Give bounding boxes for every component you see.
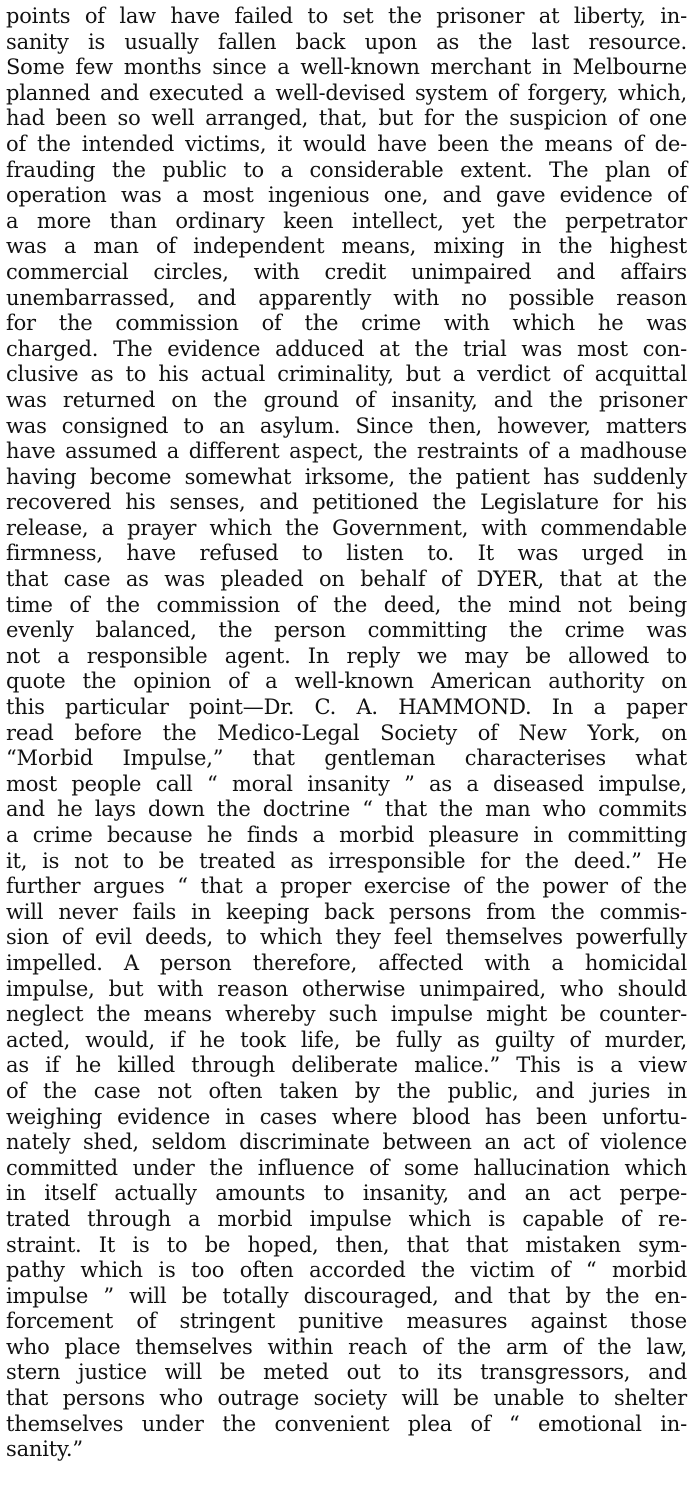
text-line: neglect the means whereby such impulse might be counter-: [6, 1002, 687, 1027]
text-line: Some few months since a well-known merchant in Melbourne: [6, 55, 687, 80]
text-line: impulse, but with reason otherwise unimpaired, who should: [6, 976, 687, 1001]
text-line: commercial circles, with credit unimpaired and affairs: [6, 259, 687, 284]
text-line: this particular point—Dr. C. A. HAMMOND. In a paper: [6, 695, 687, 720]
text-line: sanity.”: [6, 1437, 83, 1462]
text-line: firmness, have refused to listen to. It was urged in: [6, 541, 687, 566]
text-line: who place themselves within reach of the arm of the law,: [6, 1334, 687, 1359]
text-line: sion of evil deeds, to which they feel themselves powerfully: [6, 925, 687, 950]
text-line: was a man of independent means, mixing in the highest: [6, 234, 687, 259]
text-line: recovered his senses, and petitioned the Legislature for his: [6, 490, 687, 515]
text-line: points of law have failed to set the prisoner at liberty, in-: [6, 4, 687, 28]
text-line: evenly balanced, the person committing the crime was: [6, 618, 687, 643]
text-line: “Morbid Impulse,” that gentleman characterises what: [6, 746, 687, 771]
text-line: operation was a most ingenious one, and gave evidence of: [6, 183, 687, 208]
text-line: not a responsible agent. In reply we may be allowed to: [6, 643, 687, 668]
text-line: that persons who outrage society will be unable to shelter: [6, 1386, 687, 1411]
text-line: straint. It is to be hoped, then, that that mistaken sym-: [6, 1232, 687, 1257]
text-line: of the case not often taken by the public, and juries in: [6, 1078, 687, 1103]
text-line: a crime because he finds a morbid pleasure in committing: [6, 823, 687, 847]
text-line: have assumed a different aspect, the restraints of a madhouse: [6, 439, 687, 464]
text-line: read before the Medico-Legal Society of New York, on: [6, 720, 687, 745]
text-line: quote the opinion of a well-known American authority on: [6, 669, 687, 694]
text-line: clusive as to his actual criminality, but a verdict of acquittal: [6, 362, 687, 387]
text-line: sanity is usually fallen back upon as the last resource.: [6, 29, 687, 54]
text-line: release, a prayer which the Government, with commendable: [6, 515, 687, 540]
text-line: pathy which is too often accorded the victim of “ morbid: [6, 1258, 687, 1283]
text-line: themselves under the convenient plea of “ emotional in-: [6, 1411, 687, 1436]
text-line: weighing evidence in cases where blood has been unfortu-: [6, 1104, 687, 1129]
text-line: stern justice will be meted out to its transgressors, and: [6, 1360, 687, 1385]
text-line: in itself actually amounts to insanity, and an act perpe-: [6, 1181, 687, 1206]
text-line: had been so well arranged, that, but for the suspicion of one: [6, 106, 687, 131]
text-line: unembarrassed, and apparently with no possible reason: [6, 285, 687, 310]
text-line: most people call “ moral insanity ” as a diseased impulse,: [6, 771, 687, 796]
text-line: as if he killed through deliberate malice.” This is a view: [6, 1053, 687, 1078]
text-line: trated through a morbid impulse which is capable of re-: [6, 1206, 687, 1231]
text-line: charged. The evidence adduced at the trial was most con-: [6, 336, 687, 361]
text-line: of the intended victims, it would have been the means of de-: [6, 131, 687, 156]
text-line: committed under the influence of some hallucination which: [6, 1155, 687, 1180]
text-line: impelled. A person therefore, affected with a homicidal: [6, 950, 687, 975]
text-line: will never fails in keeping back persons from the commis-: [6, 899, 687, 924]
text-line: acted, would, if he took life, be fully as guilty of murder,: [6, 1027, 687, 1052]
text-line: further argues “ that a proper exercise of the power of the: [6, 874, 687, 899]
text-line: frauding the public to a considerable extent. The plan of: [6, 157, 687, 182]
text-line: planned and executed a well-devised system of forgery, which,: [6, 80, 687, 105]
text-line: having become somewhat irksome, the patient has suddenly: [6, 464, 687, 489]
text-line: was consigned to an asylum. Since then, however, matters: [6, 413, 687, 438]
text-line: forcement of stringent punitive measures against those: [6, 1309, 687, 1334]
text-line: was returned on the ground of insanity, and the prisoner: [6, 387, 687, 412]
text-line: time of the commission of the deed, the mind not being: [6, 592, 687, 617]
text-line: for the commission of the crime with which he was: [6, 311, 687, 336]
article-body: [6, 4, 687, 1463]
text-line: impulse ” will be totally discouraged, and that by the en-: [6, 1283, 687, 1308]
text-line: and he lays down the doctrine “ that the man who commits: [6, 797, 687, 822]
text-line: that case as was pleaded on behalf of DYER, that at the: [6, 567, 687, 592]
text-line: it, is not to be treated as irresponsible for the deed.” He: [6, 848, 687, 873]
text-line: nately shed, seldom discriminate between an act of violence: [6, 1130, 687, 1155]
text-line: a more than ordinary keen intellect, yet the perpetrator: [6, 208, 687, 233]
